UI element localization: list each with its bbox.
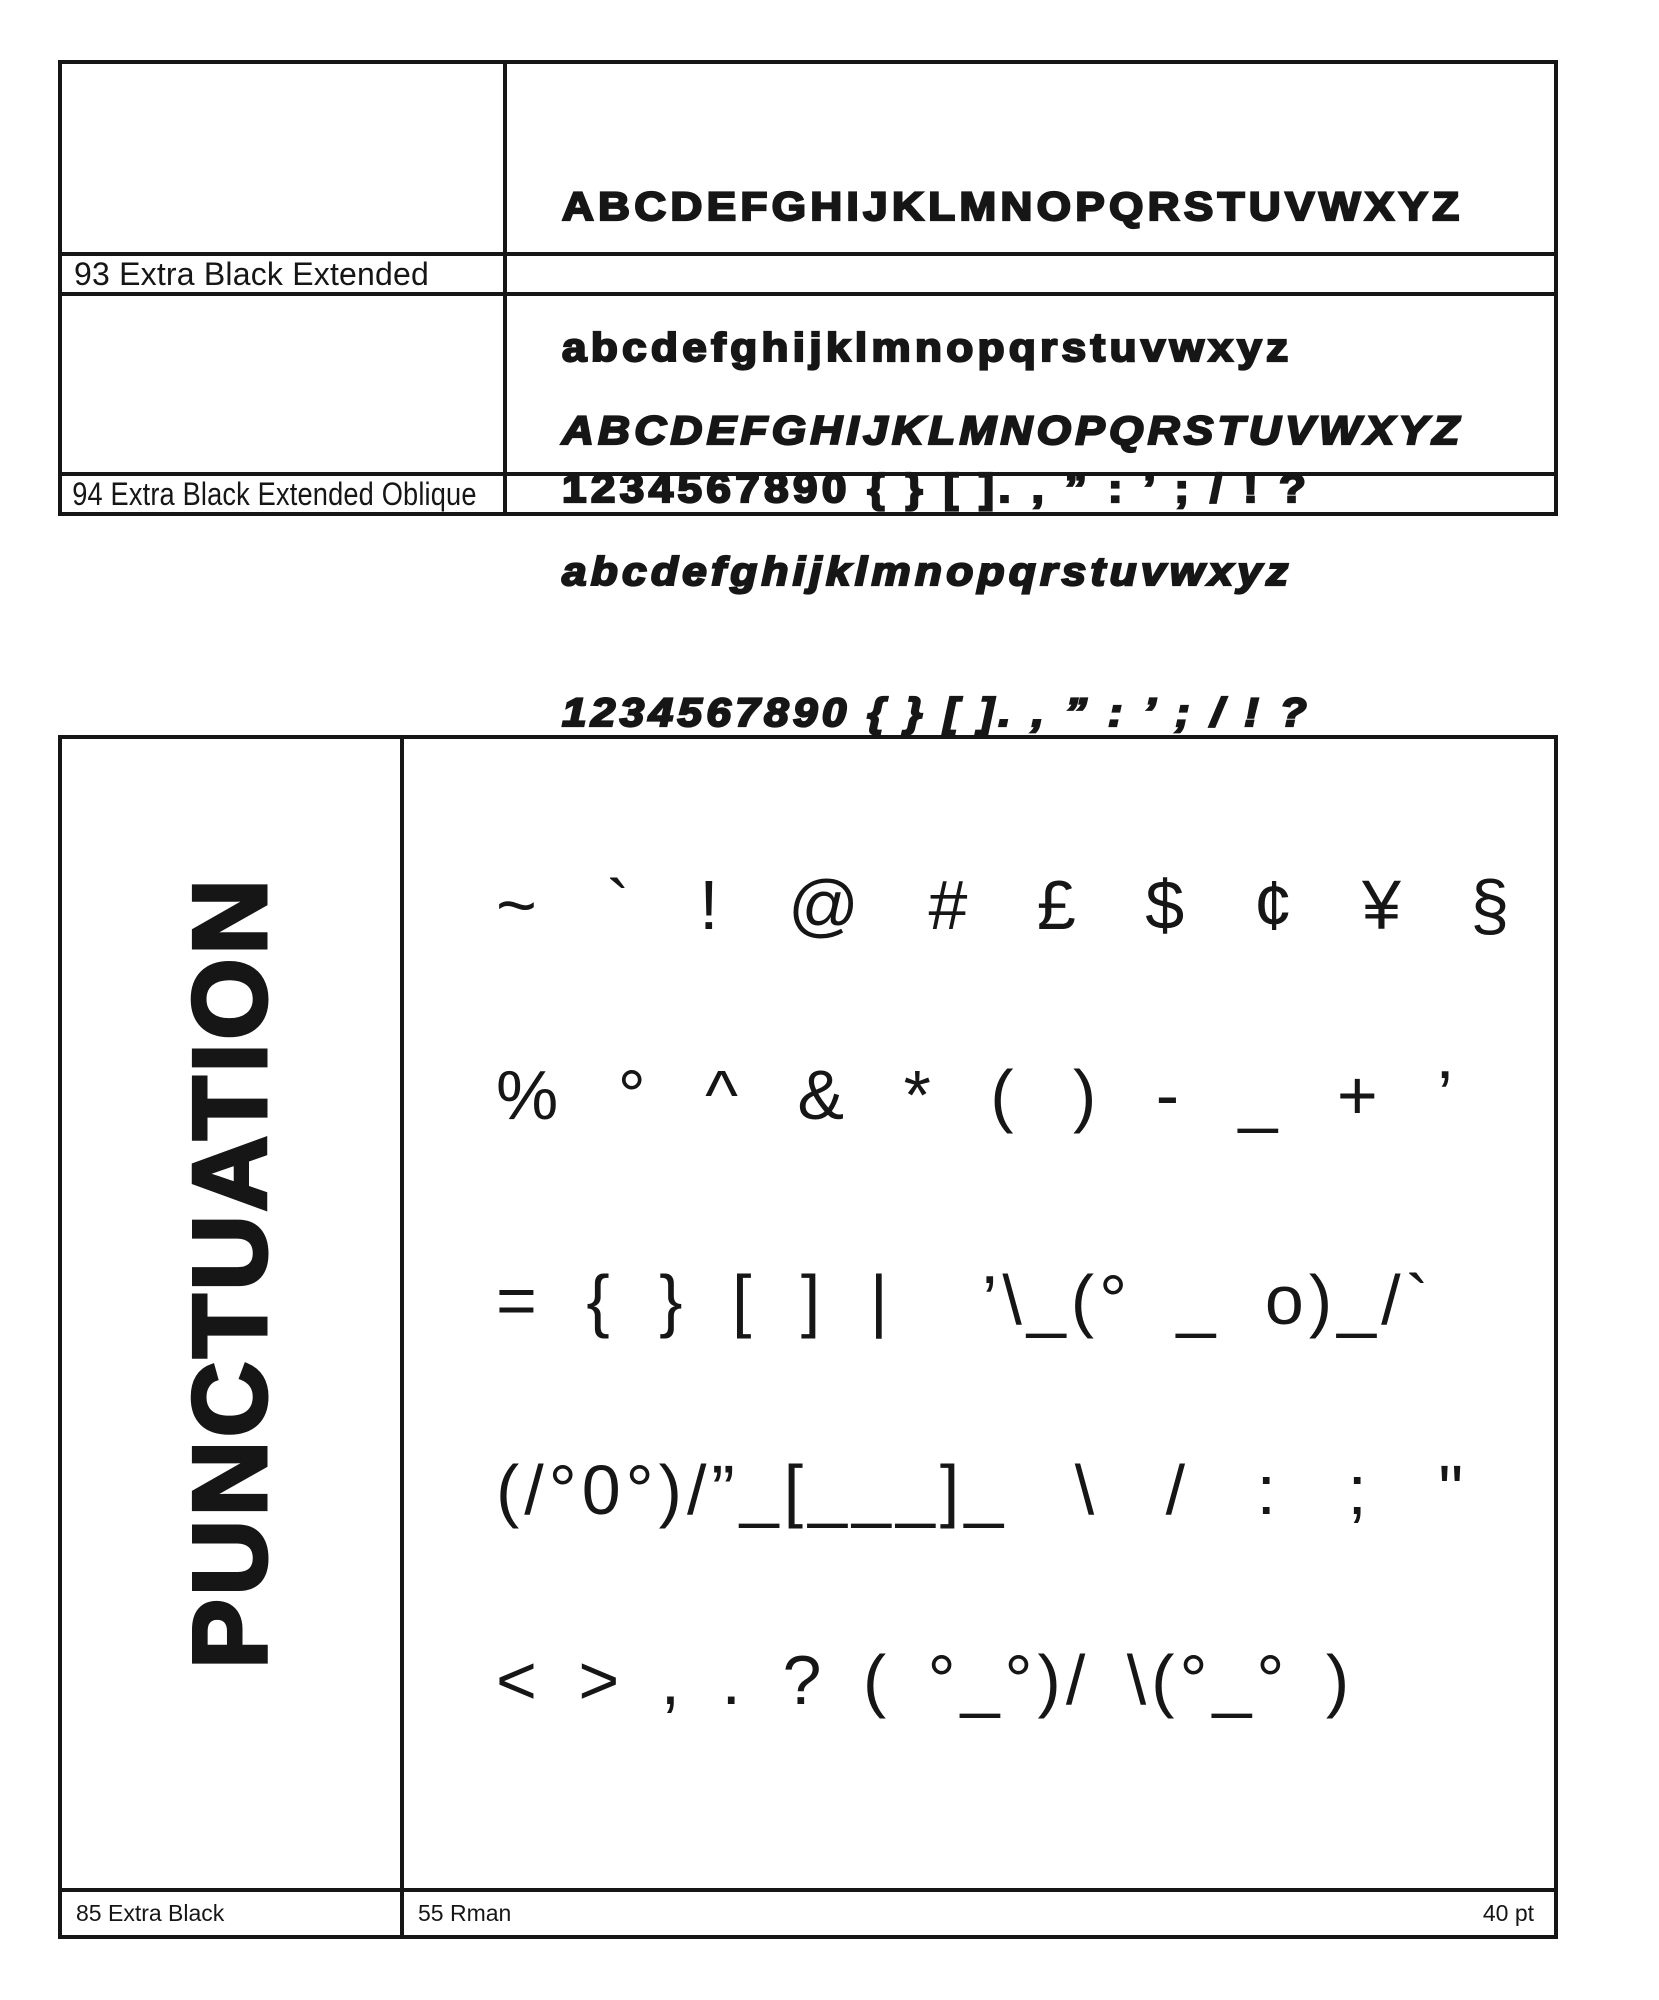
charset-93-numerals-punctuation: 1234567890 { } [ ]. , ” : ’ ; / ! ? [562, 467, 1311, 511]
sample-94-empty-cell [62, 296, 507, 472]
footer-size-label: 40 pt [1482, 1900, 1534, 1926]
charset-93-lowercase: abcdefghijklmnopqrstuvwxyz [562, 326, 1293, 370]
punctuation-title-column [62, 739, 404, 1888]
sample-93-empty-cell [62, 64, 507, 252]
sample-93-charset-cell [507, 64, 1554, 511]
charset-94-uppercase: ABCDEFGHIJKLMNOPQRSTUVWXYZ [562, 409, 1464, 453]
punctuation-footer [62, 1888, 1554, 1935]
footer-font-label: 55 Rman [418, 1900, 512, 1926]
label-93-text: 93 Extra Black Extended [74, 256, 430, 292]
footer-weight-cell [62, 1892, 404, 1935]
punctuation-row-3: = { } [ ] | ’\_(° _ o)_/` [496, 1261, 1434, 1339]
punctuation-row-4: (/°0°)/”_[___]_ \ / : ; " [496, 1451, 1469, 1529]
label-94-text: 94 Extra Black Extended Oblique [72, 476, 477, 512]
charset-94-numerals-punctuation: 1234567890 { } [ ]. , ” : ’ ; / ! ? [562, 691, 1312, 735]
charset-94-lowercase: abcdefghijklmnopqrstuvwxyz [562, 550, 1293, 594]
punctuation-main [62, 739, 1554, 1888]
specimen-table [58, 60, 1558, 735]
punctuation-row-1: ~ ` ! @ # £ $ ¢ ¥ § [496, 866, 1515, 944]
sample-94-charset-cell [507, 296, 1554, 735]
punctuation-panel [58, 735, 1558, 1939]
charset-93-uppercase: ABCDEFGHIJKLMNOPQRSTUVWXYZ [562, 185, 1464, 229]
punctuation-title: PUNCTUATION [172, 874, 289, 1669]
punctuation-row-2: % ° ^ & * ( ) - _ + ’ [496, 1056, 1458, 1134]
punctuation-row-5: < > , . ? ( °_°)/ \(°_° ) [496, 1641, 1355, 1719]
footer-weight-label: 85 Extra Black [76, 1900, 225, 1926]
label-94-cell [62, 476, 507, 512]
label-93-cell [62, 256, 507, 292]
footer-font-cell [404, 1892, 1554, 1935]
punctuation-glyph-area [404, 739, 1554, 1888]
